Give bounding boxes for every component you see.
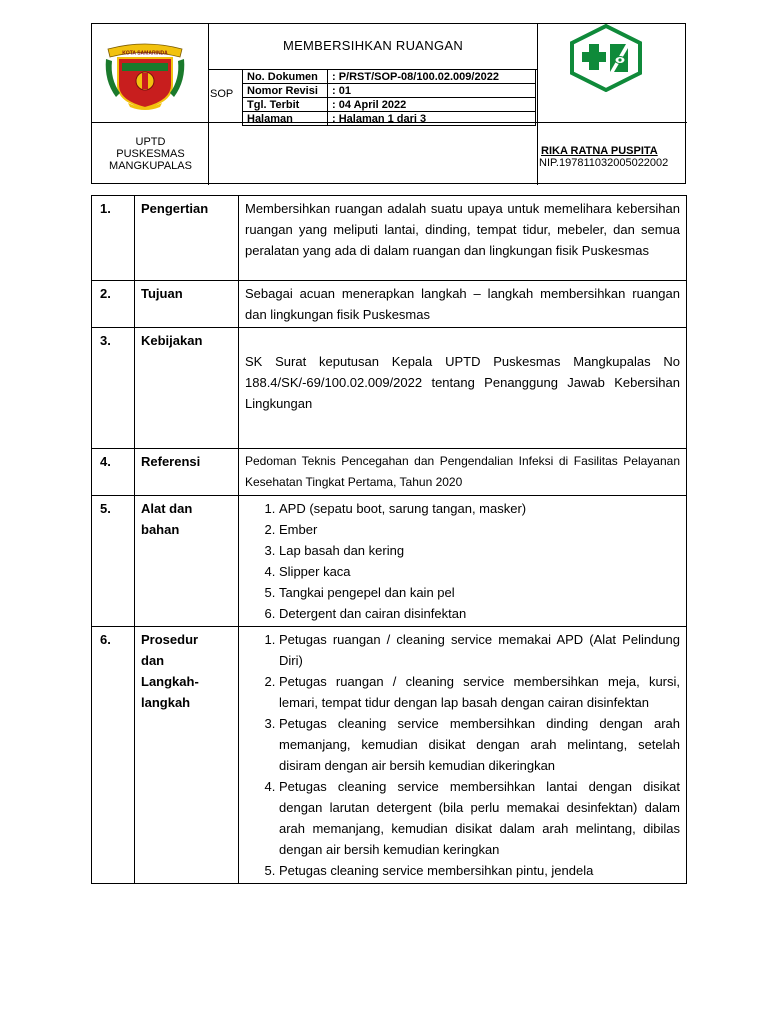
list-item: 4. Petugas cleaning service membersihkan lantai dengan disikat dengan larutan detergent (bila perlu memakai desinfektan) dalam arah memanjang, kemudian disikat dalam arah melintang, dibilas dengan air bersih kemudian keringkan <box>279 776 680 860</box>
doc-info-row <box>243 84 536 98</box>
sop-content-table <box>91 195 687 884</box>
section-label-line: langkah <box>141 695 191 710</box>
section-label: Kebijakan <box>135 328 239 449</box>
doc-info-row <box>243 70 536 84</box>
section-number: 6. <box>92 627 135 884</box>
document-title: MEMBERSIHKAN RUANGAN <box>282 38 464 53</box>
section-label: Tujuan <box>135 281 239 328</box>
doc-info-value: : 04 April 2022 <box>328 98 536 112</box>
sop-header <box>91 23 686 184</box>
doc-info-row <box>243 98 536 112</box>
doc-info-label: Nomor Revisi <box>243 84 328 98</box>
org-line: PUSKESMAS <box>116 148 185 160</box>
doc-info-row <box>243 112 536 126</box>
section-label-line: Langkah- <box>141 674 199 689</box>
header-divider-v2 <box>537 24 538 185</box>
section-number: 4. <box>92 449 135 496</box>
sop-label: SOP <box>210 88 234 100</box>
list-item: 3. Petugas cleaning service membersihkan dinding dengan arah memanjang, kemudian disikat dengan arah melintang, setelah disiram dengan air bersih kemudian dikeringkan <box>279 713 680 776</box>
section-row-tujuan <box>92 281 687 328</box>
section-text: Membersihkan ruangan adalah suatu upaya untuk memelihara kebersihan ruangan yang meliputi lantai, dinding, tempat tidur, mebeler, dan semua peralatan yang ada di dalam ruangan dan lingkungan fisik Puskesmas <box>239 196 687 281</box>
svg-text:KOTA SAMARINDA: KOTA SAMARINDA <box>122 50 168 57</box>
section-text: Pedoman Teknis Pencegahan dan Pengendalian Infeksi di Fasilitas Pelayanan Kesehatan Tingkat Pertama, Tahun 2020 <box>239 449 687 496</box>
section-row-kebijakan <box>92 328 687 449</box>
section-list-cell <box>239 496 687 627</box>
section-list-cell <box>239 627 687 884</box>
doc-info-label: Tgl. Terbit <box>243 98 328 112</box>
section-label-line: Prosedur <box>141 632 199 647</box>
section-number: 5. <box>92 496 135 627</box>
list-item: 5. Tangkai pengepel dan kain pel <box>279 582 680 603</box>
org-line: UPTD <box>135 136 166 148</box>
city-emblem-logo <box>102 41 188 111</box>
list-item: 2. Ember <box>279 519 680 540</box>
list-item: 4. Slipper kaca <box>279 561 680 582</box>
list-item: 1. APD (sepatu boot, sarung tangan, masker) <box>279 498 680 519</box>
doc-info-value: : P/RST/SOP-08/100.02.009/2022 <box>328 70 536 84</box>
org-line: MANGKUPALAS <box>109 160 192 172</box>
section-label-line: dan <box>141 653 165 668</box>
section-label <box>135 496 239 627</box>
list-item: 2. Petugas ruangan / cleaning service membersihkan meja, kursi, lemari, tempat tidur dengan lap basah dengan cairan disinfektan <box>279 671 680 713</box>
section-label-line: bahan <box>141 522 180 537</box>
doc-info-value: : Halaman 1 dari 3 <box>328 112 536 126</box>
section-label: Referensi <box>135 449 239 496</box>
procedure-list <box>239 629 680 881</box>
section-row-referensi <box>92 449 687 496</box>
list-item: 6. Detergent dan cairan disinfektan <box>279 603 680 624</box>
section-row-prosedur <box>92 627 687 884</box>
doc-info-value: : 01 <box>328 84 536 98</box>
list-item: 3. Lap basah dan kering <box>279 540 680 561</box>
list-item: 1. Petugas ruangan / cleaning service memakai APD (Alat Pelindung Diri) <box>279 629 680 671</box>
document-info-table <box>242 69 536 126</box>
list-item: 5. Petugas cleaning service membersihkan pintu, jendela <box>279 860 680 881</box>
section-row-alat-bahan <box>92 496 687 627</box>
puskesmas-logo <box>568 24 644 92</box>
organization-name <box>92 136 209 172</box>
signer-nip: NIP.197811032005022002 <box>539 157 669 169</box>
signer-name: RIKA RATNA PUSPITA <box>541 145 658 157</box>
doc-info-label: No. Dokumen <box>243 70 328 84</box>
section-text: Sebagai acuan menerapkan langkah – langkah membersihkan ruangan dan lingkungan fisik Puskesmas <box>239 281 687 328</box>
section-number: 1. <box>92 196 135 281</box>
section-text: SK Surat keputusan Kepala UPTD Puskesmas Mangkupalas No 188.4/SK/-69/100.02.009/2022 tentang Penanggung Jawab Kebersihan Lingkungan <box>239 328 687 449</box>
doc-info-label: Halaman <box>243 112 328 126</box>
section-label-line: Alat dan <box>141 501 193 516</box>
tools-list <box>239 498 680 624</box>
section-number: 2. <box>92 281 135 328</box>
section-label: Pengertian <box>135 196 239 281</box>
section-label <box>135 627 239 884</box>
section-row-pengertian <box>92 196 687 281</box>
section-number: 3. <box>92 328 135 449</box>
